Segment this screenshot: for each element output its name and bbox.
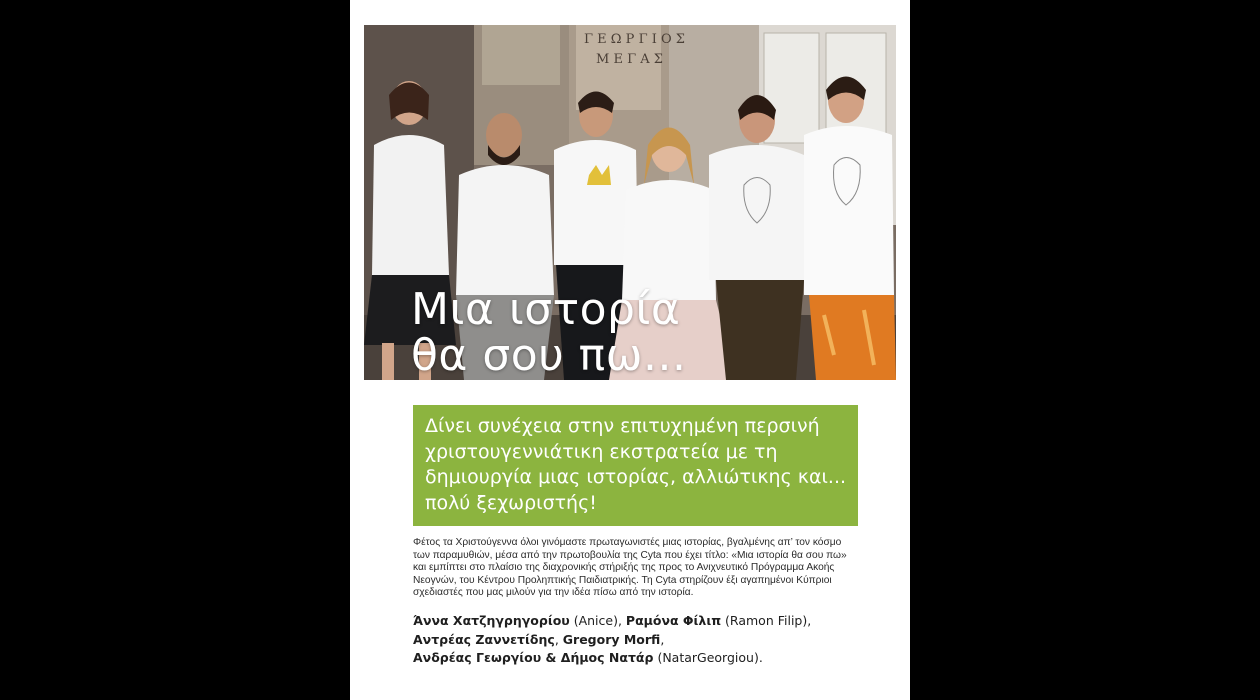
cover-photo — [364, 25, 896, 380]
credit-sep-4: , — [660, 631, 665, 647]
magazine-page — [350, 0, 910, 700]
headline — [411, 284, 687, 380]
headline-line-2: θα σου πω... — [411, 330, 687, 380]
credit-name-3: Αντρέας Ζαννετίδης — [413, 631, 555, 647]
sign-text-1: Γ Ε Ω Ρ Γ Ι Ο Σ — [584, 32, 685, 47]
credit-name-5: Ανδρέας Γεωργίου & Δήμος Νατάρ — [413, 650, 654, 665]
credit-name-1: Άννα Χατζηγρηγορίου — [413, 613, 570, 628]
headline-line-1: Μια ιστορία — [411, 284, 681, 335]
sign-text-2: Μ Ε Γ Α Σ — [596, 52, 663, 67]
credit-brand-1: (Anice), — [569, 613, 626, 628]
credit-brand-5: (NatarGeorgiou). — [653, 650, 763, 665]
body-paragraph: Φέτος τα Χριστούγεννα όλοι γινόμαστε πρωταγωνιστές μιας ιστορίας, βγαλμένης απ’ τον κόσμο των παραμυθιών, μέσα από την πρωτοβουλία της Cyta που έχει τίτλο: «Μια ιστορία θα σου πω» και εμπίπτει στο πλαίσιο της διαχρονικής στήριξής της προς το Ανιχνευτικό Πρόγραμμα Ακοής Νεογνών, του Κέντρου Προληπτικής Παιδιατρικής. Τη Cyta στηρίζουν έξι αγαπημένοι Κύπριοι σχεδιαστές που μας μιλούν για την ιδέα πίσω από την ιστορία. — [413, 537, 847, 599]
lead-box — [413, 405, 858, 526]
credit-name-2: Ραμόνα Φίλιπ — [625, 613, 722, 628]
credit-name-4: Gregory Morfi — [562, 631, 661, 647]
credit-brand-2: (Ramon Filip), — [721, 613, 812, 628]
lead-text: Δίνει συνέχεια στην επιτυχημένη περσινή χριστουγεννιάτικη εκστρατεία με τη δημιουργία μιας ιστορίας, αλλιώτικης και... πολύ ξεχωριστής! — [425, 415, 847, 514]
credit-sep-3: , — [554, 631, 563, 647]
designer-credits — [413, 612, 873, 668]
